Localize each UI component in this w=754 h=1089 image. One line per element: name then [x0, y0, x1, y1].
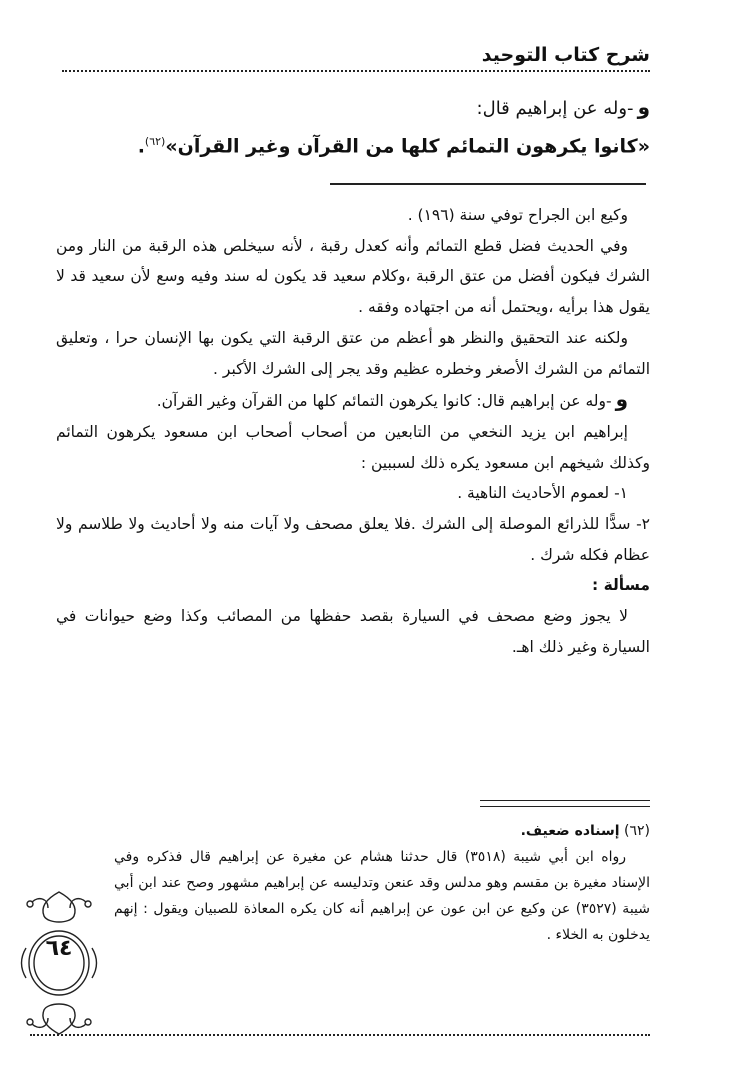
section-bullet: و	[615, 387, 628, 412]
list-item-1: ١- لعموم الأحاديث الناهية .	[457, 484, 628, 503]
ornament-frame-icon	[18, 888, 100, 1038]
section-bullet: و	[637, 95, 650, 119]
quote-main-text: «كانوا يكرهون التمائم كلها من القرآن وغير القرآن»	[165, 135, 650, 158]
footnote-divider	[480, 800, 650, 807]
paragraph-2: وفي الحديث فضل قطع التمائم وأنه كعدل رقبة ، لأنه سيخلص هذه الرقبة من النار ومن الشرك فيكون أفضل من عتق الرقبة ،وكلام سعيد قد يكون له سند وفيه وسع لأن سعيد قد لا يقول هذا برأيه ،ويحتمل أنه من اجتهاده وفقه .	[56, 236, 650, 317]
quote-intro-text: -وله عن إبراهيم قال:	[476, 98, 634, 119]
footnote-reference: (٦٢)	[144, 135, 166, 148]
paragraph-4	[56, 384, 650, 417]
paragraph-3: ولكنه عند التحقيق والنظر هو أعظم من عتق الرقبة التي يكون بها الإنسان حرا ، وتعليق التمائم من الشرك الأصغر وخطره عظيم وقد يجر إلى الشرك الأكبر .	[56, 328, 650, 378]
quote-end: .	[137, 135, 145, 158]
section-divider	[330, 183, 646, 185]
issue-heading: مسألة :	[591, 576, 650, 595]
paragraph-4-text: -وله عن إبراهيم قال: كانوا يكرهون التمائم كلها من القرآن وغير القرآن.	[156, 392, 612, 411]
commentary-body	[56, 200, 650, 663]
quoted-text-block	[80, 92, 650, 164]
footnote-text: رواه ابن أبي شيبة (٣٥١٨) قال حدثنا هشام عن مغيرة عن إبراهيم قال فذكره وفي الإسناد مغيرة بن مقسم وهو مدلس وقد عنعن وتدليسه عن إبراهيم مشهور وصح عند ابن أبي شيبة (٣٥٢٧) عن وكيع عن ابن عون عن إبراهيم أنه كان يكره المعاذة للصبيان ويقول : إنهم يدخلون به الخلاء .	[114, 849, 650, 943]
footnote-header	[114, 818, 650, 844]
running-header-title: شرح كتاب التوحيد	[481, 44, 650, 66]
footer-divider	[30, 1034, 650, 1036]
footnote-number: (٦٢)	[624, 823, 650, 839]
paragraph-1: وكيع ابن الجراح توفي سنة (١٩٦) .	[407, 206, 628, 224]
paragraph-issue: لا يجوز وضع مصحف في السيارة بقصد حفظها من المصائب وكذا وضع حيوانات في السيارة وغير ذلك اهـ.	[56, 607, 650, 656]
footnotes-block	[114, 818, 650, 948]
quote-intro	[80, 92, 650, 124]
page-number: ٦٤	[45, 936, 73, 961]
paragraph-5: إبراهيم ابن يزيد النخعي من التابعين من أصحاب أصحاب ابن مسعود يكرهون التمائم وكذلك شيخهم ابن مسعود يكره ذلك لسببين :	[56, 422, 650, 472]
footnote-title: إسناده ضعيف.	[520, 823, 620, 839]
quote-main	[80, 124, 650, 164]
page-number-ornament	[18, 888, 100, 1038]
list-item-2: ٢- سدًّا للذرائع الموصلة إلى الشرك .فلا يعلق مصحف ولا آيات منه ولا أحاديث ولا طلاسم ولا عظام فكله شرك .	[56, 515, 650, 564]
header-divider	[62, 70, 650, 72]
